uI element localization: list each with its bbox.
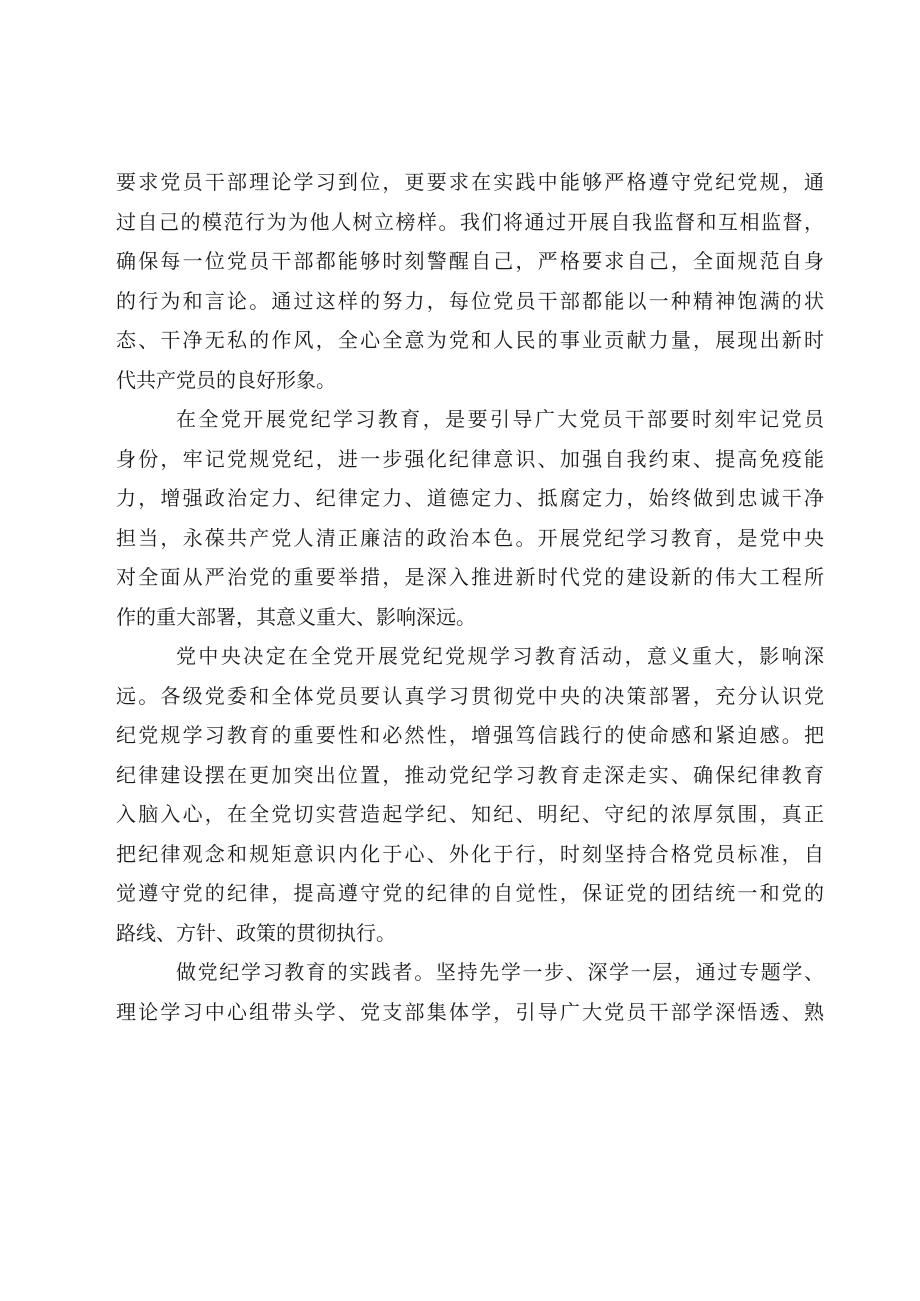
text-line: 确保每一位党员干部都能够时刻警醒自己，严格要求自己，全面规范自身 xyxy=(116,249,824,273)
text-line: 纪党规学习教育的重要性和必然性，增强笃信践行的使命感和紧迫感。把 xyxy=(116,723,824,747)
text-line: 理论学习中心组带头学、党支部集体学，引导广大党员干部学深悟透、熟 xyxy=(116,999,824,1024)
text-line: 入脑入心，在全党切实营造起学纪、知纪、明纪、守纪的浓厚氛围，真正 xyxy=(116,802,824,826)
text-line: 对全面从严治党的重要举措，是深入推进新时代党的建设新的伟大工程所 xyxy=(116,565,824,589)
text-line: 担当，永葆共产党人清正廉洁的政治本色。开展党纪学习教育，是党中央 xyxy=(116,525,824,550)
text-line: 在全党开展党纪学习教育，是要引导广大党员干部要时刻牢记党员 xyxy=(176,407,824,431)
text-line: 党中央决定在全党开展党纪党规学习教育活动，意义重大，影响深 xyxy=(176,644,824,668)
text-line: 的行为和言论。通过这样的努力，每位党员干部都能以一种精神饱满的状 xyxy=(116,288,824,313)
text-line: 路线、方针、政策的贯彻执行。 xyxy=(116,920,396,945)
text-line: 纪律建设摆在更加突出位置，推动党纪学习教育走深走实、确保纪律教育 xyxy=(116,762,824,787)
text-line: 觉遵守党的纪律，提高遵守党的纪律的自觉性，保证党的团结统一和党的 xyxy=(116,881,824,905)
paragraph xyxy=(116,400,824,637)
paragraph xyxy=(116,637,824,953)
text-line: 要求党员干部理论学习到位，更要求在实践中能够严格遵守党纪党规，通 xyxy=(116,170,824,194)
text-line: 力，增强政治定力、纪律定力、道德定力、抵腐定力，始终做到忠诚干净 xyxy=(116,486,824,510)
text-line: 代共产党员的良好形象。 xyxy=(116,367,336,392)
text-line: 把纪律观念和规矩意识内化于心、外化于行，时刻坚持合格党员标准，自 xyxy=(116,841,824,866)
text-line: 作的重大部署，其意义重大、影响深远。 xyxy=(116,604,476,629)
text-line: 做党纪学习教育的实践者。坚持先学一步、深学一层，通过专题学、 xyxy=(176,960,824,984)
text-line: 过自己的模范行为为他人树立榜样。我们将通过开展自我监督和互相监督， xyxy=(116,209,824,234)
paragraph xyxy=(116,953,824,1032)
paragraph xyxy=(116,163,824,400)
text-line: 身份，牢记党规党纪，进一步强化纪律意识、加强自我约束、提高免疫能 xyxy=(116,446,824,471)
text-line: 态、干净无私的作风，全心全意为党和人民的事业贡献力量，展现出新时 xyxy=(116,328,824,352)
text-line: 远。各级党委和全体党员要认真学习贯彻党中央的决策部署，充分认识党 xyxy=(116,683,824,708)
document-body xyxy=(116,163,824,1032)
